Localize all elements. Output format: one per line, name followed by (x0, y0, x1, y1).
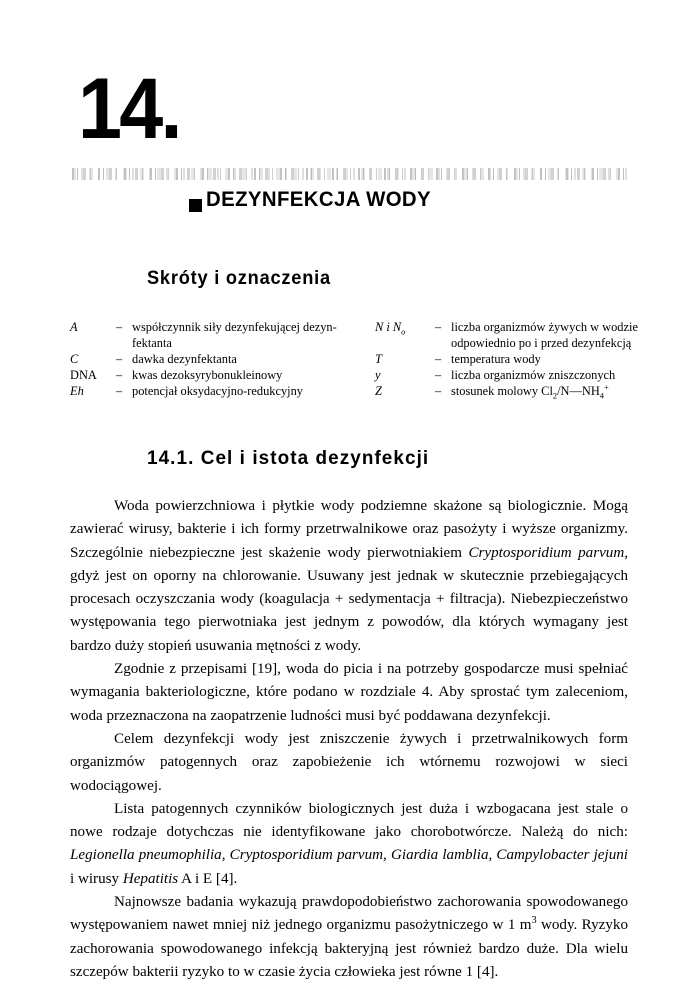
abbreviation-symbol: DNA (70, 368, 97, 383)
chapter-title: DEZYNFEKCJA WODY (206, 188, 432, 211)
abbreviation-row (375, 351, 640, 367)
formula-middle: /N—NH (557, 384, 600, 399)
abbreviation-definition: dawka dezynfektanta (132, 352, 237, 367)
abbreviation-symbol-subscript: o (401, 326, 406, 337)
abbreviation-dash: – (435, 368, 442, 383)
abbreviations-heading: Skróty i oznaczenia (147, 268, 331, 289)
abbreviation-definition-line2: odpowiednio po i przed dezynfekcją (451, 336, 632, 351)
abbreviation-definition-line2: fektanta (132, 336, 172, 351)
paragraph-1 (70, 495, 628, 658)
scan-artifact-band (72, 168, 628, 180)
abbreviation-row (375, 383, 640, 399)
virus-name-hepatitis: Hepatitis (122, 870, 179, 887)
paragraph-1-text-a: Woda powierzchniowa i płytkie wody podziemne skażone są biologicznie. Mogą zawierać wirusy, bakterie i ich formy przetrwalnikowe oraz pasożyty i wyższe organizmy. Szczególnie niebezpieczne jest skażenie wody pierwotniakiem (70, 498, 628, 561)
abbreviation-symbol: y (375, 368, 381, 383)
abbreviation-symbol: A (70, 320, 78, 334)
abbreviation-symbol-text: N i N (375, 320, 402, 334)
abbreviation-symbol: T (375, 352, 382, 367)
paragraph-4-text-c: A i E [4]. (178, 870, 238, 887)
abbreviation-symbol: C (70, 352, 79, 367)
abbreviation-row (70, 351, 375, 367)
body-text (70, 495, 628, 984)
paragraph-5-text-b: wody. Ryzyko zachorowania spowodowanego infekcją bakteryjną jest również bardzo duże. Dla wielu szczepów bakterii ryzyko to w czasie życia człowieka jest równe 1 [4]. (70, 917, 628, 980)
species-name-cryptosporidium-parvum: Cryptosporidium parvum (468, 544, 625, 561)
abbreviation-dash: – (435, 352, 442, 367)
abbreviation-definition-text: stosunek molowy Cl (451, 384, 553, 399)
abbreviation-dash: – (116, 384, 123, 399)
abbreviation-definition: potencjał oksydacyjno-redukcyjny (132, 384, 304, 399)
cubic-meter-superscript: 3 (531, 915, 537, 927)
abbreviations-list (70, 319, 640, 399)
abbreviation-dash: – (116, 368, 123, 383)
abbreviation-symbol: Eh (70, 384, 84, 399)
abbreviation-definition: liczba organizmów zniszczonych (451, 368, 616, 383)
abbreviation-definition (451, 383, 640, 399)
abbreviation-row (375, 367, 640, 383)
abbreviation-dash: – (116, 320, 123, 334)
paragraph-5-text-a: Najnowsze badania wykazują prawdopodobieństwo zachorowania spowodowanego występowaniem nawet mniej niż jednego organizmu pasożytniczego w 1 m (70, 894, 628, 934)
abbreviation-row (70, 367, 375, 383)
abbreviation-definition-line1: liczba organizmów żywych w wodzie (451, 320, 638, 334)
abbreviation-definition: temperatura wody (451, 352, 541, 367)
paragraph-1-text-b: , gdyż jest on oporny na chlorowanie. Usuwany jest jednak w skutecznie przebiegających procesach oczyszczania wody (koagulacja + sedymentacja + filtracja). Niebezpieczeństwo występowania tego pierwotniaka jest jednym z powodów, dla których wymagany jest bardzo duży stopień usuwania mętności z wody. (70, 544, 628, 654)
paragraph-4 (70, 798, 628, 891)
paragraph-2: Zgodnie z przepisami [19], woda do picia i na potrzeby gospodarcze musi spełniać wymagania bakteriologiczne, które podano w rozdziale 4. Aby sprostać tym zaleceniom, woda przeznaczona na zaopatrzenie ludności musi być poddawana dezynfekcji. (70, 661, 628, 724)
paragraph-3: Celem dezynfekcji wody jest zniszczenie żywych i przetrwalnikowych form organizmów patogennych oraz zapobieżenie ich wtórnemu rozwojowi w sieci wodociągowej. (70, 730, 628, 794)
abbreviation-dash: – (435, 384, 442, 399)
chapter-number: 14. (78, 61, 180, 157)
abbreviation-dash: – (116, 352, 123, 367)
abbreviations-column-right (375, 319, 640, 399)
abbreviation-symbol (375, 319, 435, 335)
abbreviation-definition (132, 319, 375, 351)
abbreviation-row (375, 319, 640, 351)
abbreviation-definition-line1: współczynnik siły dezynfekującej dezyn- (132, 320, 337, 334)
abbreviation-symbol: Z (375, 384, 382, 399)
abbreviation-row (70, 383, 375, 399)
abbreviation-row (70, 319, 375, 351)
abbreviation-definition: kwas dezoksyrybonukleinowy (132, 368, 283, 383)
formula-subscript-2: 2 (552, 390, 558, 401)
abbreviation-dash: – (435, 320, 442, 334)
chapter-bullet-square (189, 199, 202, 212)
paragraph-4-text-b: i wirusy (70, 870, 123, 887)
species-names-list: Legionella pneumophilia, Cryptosporidium parvum, Giardia lamblia, Campylobacter jejuni (70, 847, 628, 864)
formula-superscript-plus: + (604, 382, 609, 393)
formula-subscript-4: 4 (599, 390, 605, 401)
paragraph-4-text-a: Lista patogennych czynników biologicznych jest duża i wzbogacana jest stale o nowe rodzaje dotychczas nie identyfikowane jako chorobotwórcze. Należą do nich: (70, 800, 628, 841)
chapter-header (78, 61, 638, 211)
paragraph-5 (70, 891, 628, 984)
section-heading: 14.1. Cel i istota dezynfekcji (147, 447, 430, 469)
abbreviations-column-left (70, 319, 375, 399)
abbreviation-definition (451, 319, 640, 351)
